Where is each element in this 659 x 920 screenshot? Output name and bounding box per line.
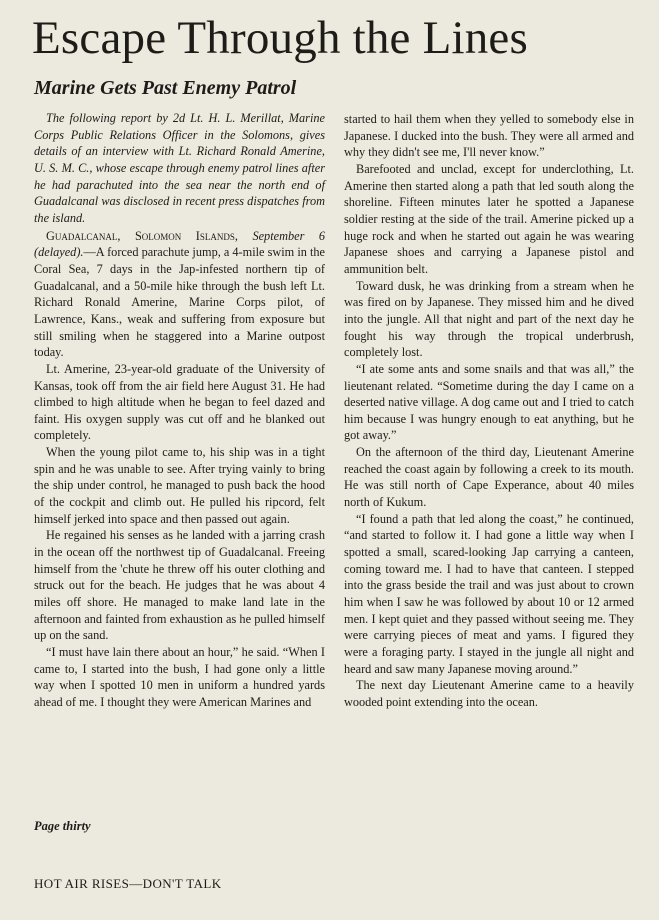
body-paragraph: He regained his senses as he landed with a jarring crash in the ocean off the northwest tip of Guadalcanal. Freeing himself from the 'chute he threw off his outer clothing and struck out for the beach. He judges that he was about 4 miles off shore. He managed to make land late in the afternoon and fainted from exhaustion as he pulled himself up on the sand. (34, 528, 325, 643)
body-paragraph: When the young pilot came to, his ship was in a tight spin and he was unable to see. After trying vainly to bring the ship under control, he managed to push back the hood of the cockpit and climb out. He pulled his ripcord, felt himself jerked into space and then passed out again. (34, 445, 325, 526)
page-number-label: Page thirty (34, 819, 91, 833)
body-paragraph: Barefooted and unclad, except for underclothing, Lt. Amerine then started along a path that led south along the shoreline. Fifteen minutes later he spotted a Japanese soldier resting at the side of the trail. Amerine picked up a huge rock and when he started out again he was wearing Japanese shoes and carrying a Japanese pistol and ammunition belt. (344, 161, 634, 276)
body-paragraph: “I must have lain there about an hour,” he said. “When I came to, I started into the bush, I had gone only a little way when I spotted 10 men in uniform a hundred yards ahead of me. I thought they were American Marines and (34, 645, 325, 709)
body-paragraph: “I ate some ants and some snails and that was all,” the lieutenant related. “Sometime during the day I came on a deserted native village. A dog came out and I tried to catch him because I was hungry enough to eat anything, but he got away.” (344, 361, 634, 443)
dateline-date: September 6 (delayed). (34, 228, 325, 260)
right-column (344, 111, 634, 711)
article-title: Escape Through the Lines (32, 12, 528, 64)
article-subtitle: Marine Gets Past Enemy Patrol (34, 77, 297, 99)
footer-slogan: HOT AIR RISES—DON'T TALK (34, 876, 222, 891)
dateline-place: Guadalcanal, Solomon Islands, (46, 228, 238, 243)
body-paragraph: Lt. Amerine, 23-year-old graduate of the University of Kansas, took off from the air field here August 31. He had climbed to high altitude when he began to feel dazed and faint. His oxygen supply was cut off and he blanked out completely. (34, 361, 325, 443)
body-paragraph: The next day Lieutenant Amerine came to a heavily wooded point extending into the ocean. (344, 678, 634, 709)
body-paragraph: “I found a path that led along the coast,” he continued, “and started to follow it. I had gone a little way when I spotted a small, scared-looking Jap carrying a canteen, coming toward me. I had to have that canteen. I stepped into the grass beside the trail and was just about to crown him when I saw he was followed by about 10 or 12 armed men. I kept quiet and they passed without seeing me. They were carrying pieces of meat and yams. I figured they were a foraging party. I stayed in the jungle all night and heard and saw many Japanese moving around.” (344, 511, 634, 676)
left-column (34, 110, 325, 711)
paragraph-text: —A forced parachute jump, a 4-mile swim in the Coral Sea, 7 days in the Jap-infested northern tip of Guadalcanal, and a 50-mile hike through the bush left Lt. Richard Ronald Amerine, Marine Corps pilot, of Lawrence, Kans., weak and suffering from exposure but still smiling when he staggered into a Marine outpost today. (34, 245, 325, 360)
body-paragraph: Toward dusk, he was drinking from a stream when he was fired on by Japanese. They missed him and he dived into the jungle. All that night and part of the next day he fought his way through the tropical underbrush, completely lost. (344, 278, 634, 360)
intro-paragraph: The following report by 2d Lt. H. L. Merillat, Marine Corps Public Relations Officer in the Solomons, gives details of an interview with Lt. Richard Ronald Amerine, U. S. M. C., whose escape through enemy patrol lines after he had parachuted into the sea near the north end of Guadalcanal was disclosed in recent press dispatches from the island. (34, 111, 325, 225)
body-paragraph (34, 228, 325, 361)
body-paragraph: On the afternoon of the third day, Lieutenant Amerine reached the coast again by following a creek to its mouth. He was still north of Cape Experance, about 40 miles north of Kukum. (344, 445, 634, 510)
continued-paragraph: started to hail them when they yelled to somebody else in Japanese. I ducked into the bush. They were all armed and why they didn't see me, I'll never know.” (344, 112, 634, 160)
